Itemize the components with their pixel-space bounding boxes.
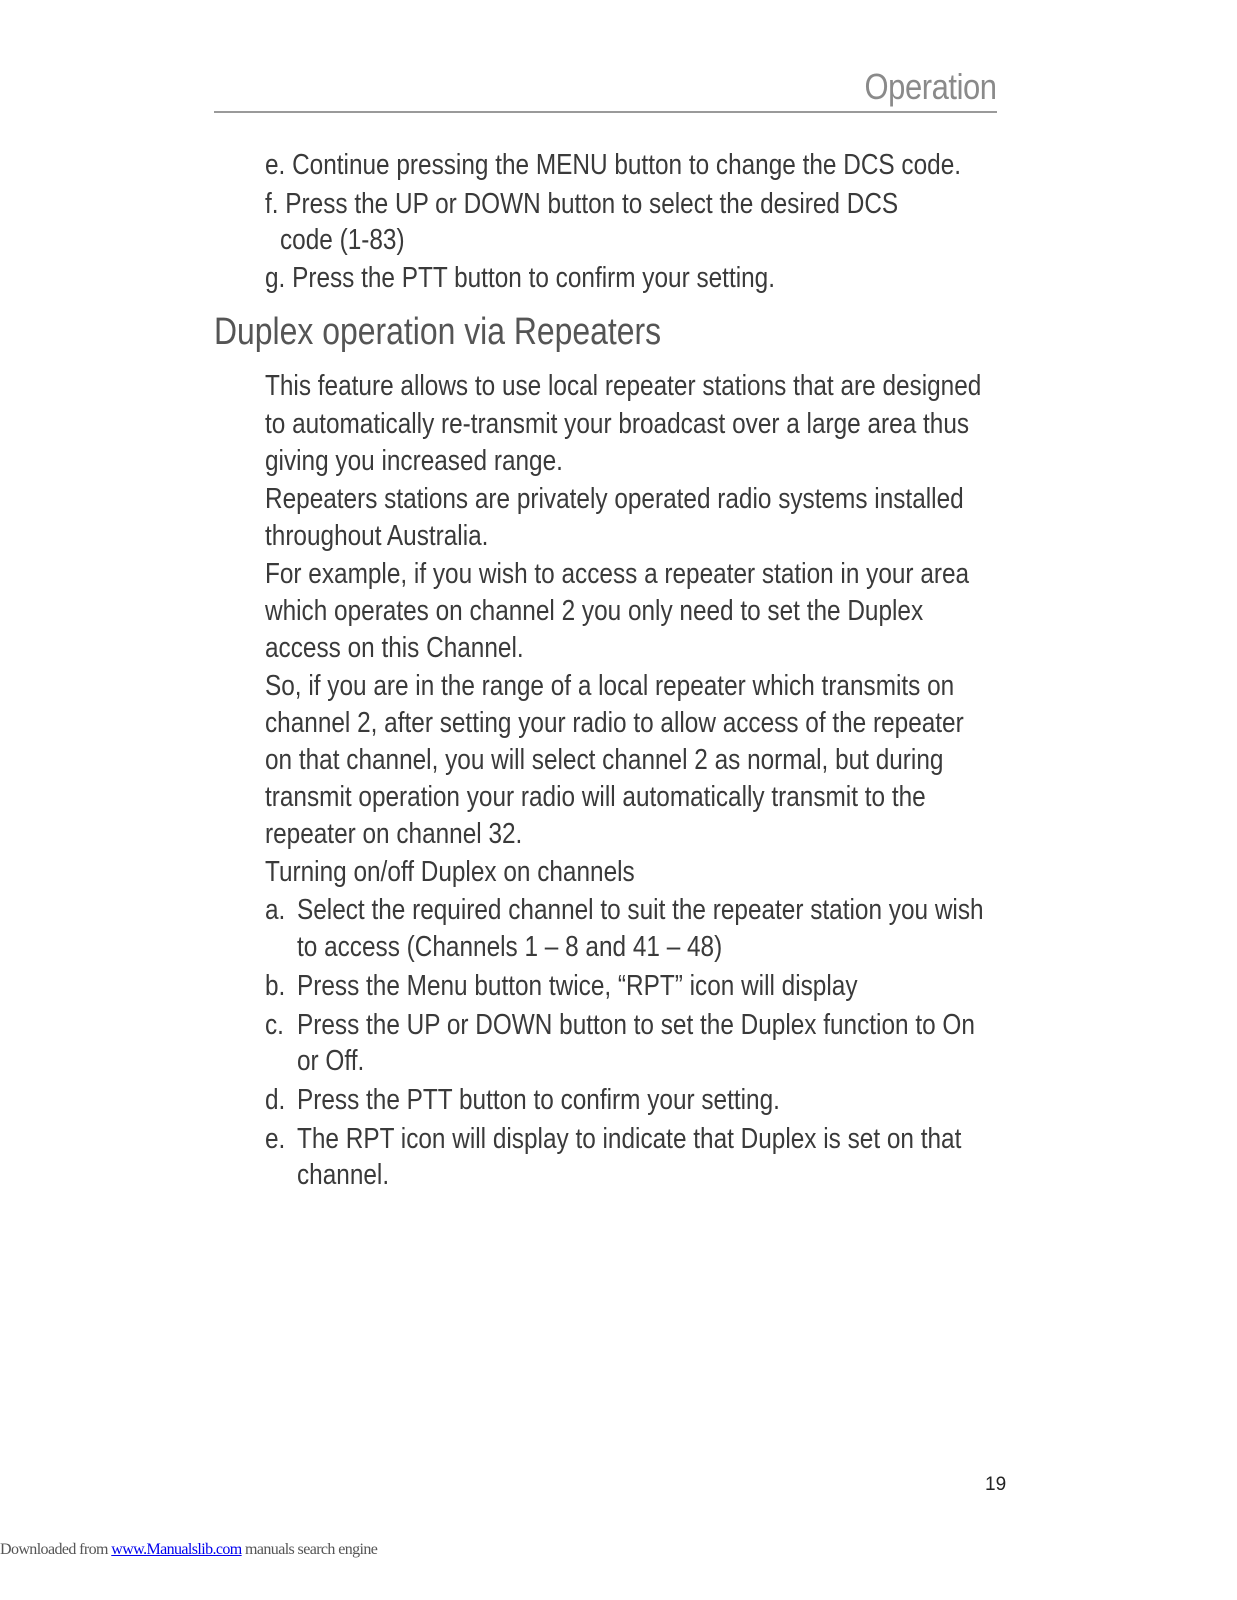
dcs-step-g: g. Press the PTT button to confirm your setting.	[265, 262, 775, 294]
section-title: Operation	[864, 66, 997, 107]
paragraph-line: giving you increased range.	[265, 445, 563, 477]
step-text: Press the Menu button twice, “RPT” icon will display	[297, 970, 858, 1002]
paragraph-line: Repeaters stations are privately operated radio systems installed	[265, 483, 964, 515]
manualslib-link[interactable]: www.Manualslib.com	[111, 1541, 242, 1558]
step-text: The RPT icon will display to indicate that Duplex is set on that	[297, 1123, 962, 1155]
step-marker: d.	[265, 1084, 286, 1116]
section-heading: Duplex operation via Repeaters	[214, 311, 662, 353]
paragraph-line: channel 2, after setting your radio to allow access of the repeater	[265, 707, 964, 739]
step-text: Press the PTT button to confirm your setting.	[297, 1084, 780, 1116]
paragraph-line: on that channel, you will select channel 2 as normal, but during	[265, 744, 944, 776]
subheading-turning-duplex: Turning on/off Duplex on channels	[265, 856, 635, 888]
dcs-step-f-continued: code (1-83)	[280, 224, 405, 256]
step-marker: c.	[265, 1009, 284, 1041]
step-text: channel.	[297, 1159, 390, 1191]
dcs-step-f: f. Press the UP or DOWN button to select the desired DCS	[265, 188, 899, 220]
paragraph-line: repeater on channel 32.	[265, 818, 523, 850]
step-text: or Off.	[297, 1045, 365, 1077]
paragraph-line: access on this Channel.	[265, 632, 524, 664]
step-text: Press the UP or DOWN button to set the Duplex function to On	[297, 1009, 975, 1041]
paragraph-line: This feature allows to use local repeater stations that are designed	[265, 370, 982, 402]
paragraph-line: For example, if you wish to access a repeater station in your area	[265, 558, 970, 590]
download-footer	[0, 1541, 377, 1559]
footer-prefix: Downloaded from	[0, 1541, 112, 1558]
paragraph-line: throughout Australia.	[265, 520, 489, 552]
paragraph-line: to automatically re-transmit your broadcast over a large area thus	[265, 408, 970, 440]
paragraph-line: transmit operation your radio will automatically transmit to the	[265, 781, 926, 813]
step-marker: b.	[265, 970, 286, 1002]
header-divider	[214, 111, 997, 113]
page-number: 19	[985, 1474, 1007, 1495]
step-text: Select the required channel to suit the repeater station you wish	[297, 894, 984, 926]
step-text: to access (Channels 1 – 8 and 41 – 48)	[297, 931, 723, 963]
paragraph-line: which operates on channel 2 you only need to set the Duplex	[265, 595, 924, 627]
step-marker: a.	[265, 894, 286, 926]
footer-suffix: manuals search engine	[241, 1541, 378, 1558]
paragraph-line: So, if you are in the range of a local repeater which transmits on	[265, 670, 955, 702]
step-marker: e.	[265, 1123, 286, 1155]
dcs-step-e: e. Continue pressing the MENU button to change the DCS code.	[265, 149, 962, 181]
